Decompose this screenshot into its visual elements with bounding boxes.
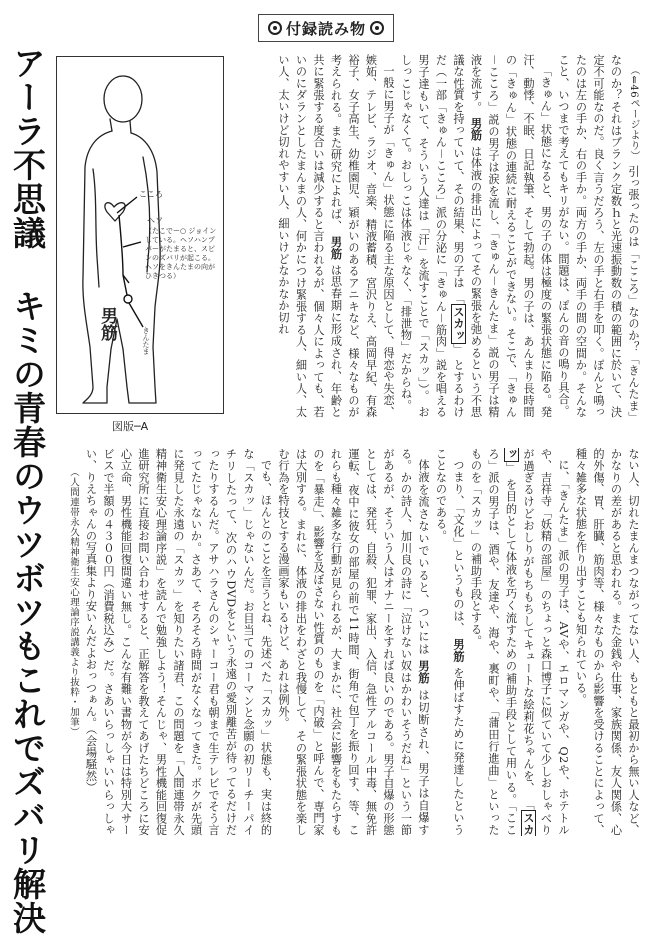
label-kokoro: こころ	[139, 190, 163, 199]
otokosuji-term: 男筋	[469, 117, 483, 142]
body-diagram-figure	[56, 56, 224, 414]
label-otokosuji: 男筋	[97, 307, 117, 341]
paragraph: ない人、切れたまんまつながってない人、もともと最初から無い人など、かなりの差があると思われる。また金銭や仕事、家族関係、友人関係、心的外傷、胃、肝臓、筋肉等、様々なものから影響を受けることによって、種々雑多な状態を作り出すことも知られている。	[574, 448, 640, 836]
label-heso-title: ヘソ	[147, 216, 163, 225]
sukatto-term: スカッ	[504, 448, 535, 836]
paragraph: 体液を流さないでいると、ついには	[417, 459, 430, 656]
paragraph: は思春期に形成され、年齢と共に緊張する度合いは減少すると言われるが、個々人によっても、若いのにダランとしたまんまの人、何かにつけ緊張する人、細い人、太い人、太いけど切れやすい人、細いけどなかなか切れ	[277, 54, 343, 418]
article-column-bottom: ない人、切れたまんまつながってない人、もともと最初から無い人など、かなりの差があると思われる。また金銭や仕事、家族関係、友人関係、心的外傷、胃、肝臓、筋肉等、様々なものから影響を受けることによって、種々雑多な状態を作り出すことも知られている。 に、「きんたま」派の男子は、AVや、エロマンガや、Q2や、ホテトルや、吉祥寺「妖精の部屋」のちょっと森口博子に似ていて少しおしゃべりが過ぎるけどおしりがもちもちしてキュートな絵莉花ちゃんを、 「スカッ」 を目的として体液を巧く流すための補助手段として用いる。「こころ」派の男子は、酒や、友達や、海や、裏町や、「蒲田行進曲」といったものを「スカッ」の補助手段とする。 つまり、「文化」というものは、 男筋 を伸ばすために発達したということなのである。 体液を流さないでいると、ついには 男筋 は切断され、男子は自爆する。かの詩人、加川良の詩に「泣けない奴はかわいそうだね」という一節があるが、そういう人はオナニーをすれば良いのである。男子自爆の形態としては、発狂、自殺、犯罪、家出、入信、急性アルコール中毒、無免許運転、夜中に彼女の部屋の前で11時間、街角で包丁を振り回す、等、これらも種々雑多な行動が見られるが、大まかに、社会に影響をもたらすものを「暴走」、影響を及ぼさない性質のものを「内破」と呼んで、専門家は大別する。まれに、体液の排出をわざと我慢して、その緊張状態を楽しむ行為を特技とする漫画家もいるけど、あれは例外。 でも、ほんとのことを言うとね、先述べた「スカッ」状態も、実は終的な「スカッ」じゃないんだ。お目当てのコーマンと念願の初リーチーパイチリしたって、次のハウDVDをという永遠の愛別離苦が待ってるだけだったりするんだ。アサハラさんのシャーコー君も朝まで生テレビでそう言ってたじゃないか。さあて、そろそろ時間がなくなってきた。ボクが先頭に発見した永遠の「スカッ」を知りたい諸君、この問題を「人間連帯永久精神衛生安心理論序説」を読んで勉強しよう！そんじゃ、男性機能回復促進研究所に直接お問い合わせすると、正解答を教えてあげたちどころに安心立命、男性機能回復間違い無し。こんな有難い書物が今日は特別大サービスで半額の４３００円（消費税込み）だ。さあいらっしゃいいらっしゃい、りえちゃんの写真集より安いんだよおっつぁん。（会場騒然） （人間連帯永久精神衛生安心理論序説講義より抜粋・加筆）	[68, 448, 640, 836]
header-title: 付録読み物	[285, 19, 366, 38]
page-header	[258, 14, 394, 42]
label-kintama: きんたま	[142, 327, 150, 355]
paragraph: とするわけだ（一部「きゅん－こころ」派の分泌に「きゅん－筋肉」説を唱える男子達もいて、そういう人達は「汗」を流すことで「スカッ」）。	[417, 54, 465, 418]
paragraph: おしっこじゃなくて。おしっこは体液じゃなく、「排泄物」だからね。	[399, 54, 430, 418]
paragraph: 「きゅん」状態になると、男の子の体は極度の緊張状態に陥る。発汗、動悸、不眠、日記執筆、そして勃起。男の子は、あんまり長時間の「きゅん」状態の連続に耐えることができない。そこで、「きゅん－こころ」説の男子は涙を流し、「きゅん－きんたま」説の男子は精液を流す。	[469, 54, 553, 418]
circle-dot-icon	[370, 21, 384, 35]
side-title-part2: キミの青春のウツボツもこれでズバリ解決	[8, 289, 47, 935]
source-credit: （人間連帯永久精神衛生安心理論序説講義より抜粋・加筆）	[68, 467, 79, 737]
paragraph: つまり、「文化」というものは、	[452, 459, 465, 635]
side-title-part1: アーラ不思議	[8, 46, 47, 250]
paragraph: でも、ほんとのことを言うとね、先述べた「スカッ」状態も、実は終的な「スカッ」じゃないんだ。お目当てのコーマンと念願の初リーチーパイチリしたって、次のハウDVDをという永遠の愛別離苦が待ってるだけだったりするんだ。アサハラさんのシャーコー君も朝まで生テレビでそう言ってたじゃないか。さあて、そろそろ時間がなくなってきた。ボクが先頭に発見した永遠の「スカッ」を知りたい諸君、この問題を「人間連帯永久精神衛生安心理論序説」を読んで勉強しよう！そんじゃ、男性機能回復促進研究所に直接お問い合わせすると、正解答を教えてあげたちどころに安心立命、男性機能回復間違い無し。こんな有難い書物が今日は特別大サービスで半額の４３００円（消費税込み）だ。さあいらっしゃいいらっしゃい、りえちゃんの写真集より安いんだよおっつぁん。（会場騒然）	[84, 448, 273, 836]
paragraph: に、「きんたま」派の男子は、AVや、エロマンガや、Q2や、ホテトルや、吉祥寺「妖精の部屋」のちょっと森口博子に似ていて少しおしゃべりが過ぎるけどおしりがもちもちしてキュートな絵莉花ちゃんを、	[522, 448, 570, 836]
paragraph: は体液の排出によってその緊張を弛めるという不思議な性質を持っていて、その結果、男の子は	[452, 54, 483, 418]
sukatto-term: スカッ	[452, 306, 465, 342]
paragraph: を伸ばすために発達したということなのである。	[434, 448, 465, 836]
paragraph: は切断され、男子は自爆する。かの詩人、加川良の詩に「泣けない奴はかわいそうだね」という一節があるが、そういう人はオナニーをすれば良いのである。男子自爆の形態としては、発狂、自殺、犯罪、家出、入信、急性アルコール中毒、無免許運転、夜中に彼女の部屋の前で11時間、街角で包丁を振り回す、等、これらも種々雑多な行動が見られるが、大まかに、社会に影響をもたらすものを「暴走」、影響を及ぼさない性質のものを「内破」と呼んで、専門家は大別する。まれに、体液の排出をわざと我慢して、その緊張状態を楽しむ行為を特技とする漫画家もいるけど、あれは例外。	[277, 448, 430, 836]
figure-caption: 図版─A	[112, 420, 149, 433]
paragraph: を目的として体液を巧く流すための補助手段として用いる。「こころ」派の男子は、酒や、友達や、海や、裏町や、「蒲田行進曲」といったものを「スカッ」の補助手段とする。	[469, 448, 518, 836]
circle-dot-icon	[268, 21, 282, 35]
otokosuji-term: 男筋	[329, 236, 343, 260]
article-column-top: （⇐46ページより） 引っ張ったのは「こころ」なのか？「きんたま」なのか？それはブランク定数ｈと光速振動数の積の範囲に於いて、決定不可能なのだ。良く言うだろう、左の手と右手を叩く。ぽんと鳴ったのは左の手か、右の手か。両方の手か、両手の間の空間か。そんなこと、いつまで考えてもキリがない。間題は、ぽんの音の鳴り具合。 「きゅん」状態になると、男の子の体は極度の緊張状態に陥る。発汗、動悸、不眠、日記執筆、そして勃起。男の子は、あんまり長時間の「きゅん」状態の連続に耐えることができない。そこで、「きゅん－こころ」説の男子は涙を流し、「きゅん－きんたま」説の男子は精液を流す。 男筋 は体液の排出によってその緊張を弛めるという不思議な性質を持っていて、その結果、男の子は 「スカッ」 とするわけだ（一部「きゅん－こころ」派の分泌に「きゅん－筋肉」説を唱える男子達もいて、そういう人達は「汗」を流すことで「スカッ」）。 おしっこじゃなくて。おしっこは体液じゃなく、「排泄物」だからね。 一般に男子が「きゅん」状態に陥る主な原因として、得恋や失恋、嫉妬、テレビ、ラジオ、音楽、精液蓄積、宮沢りえ、高岡早紀、有森裕子、女子高生、幼椎園児、穎がいのあるアニキなど、様々なものが考えられる。また研究によれば、 男筋 は思春期に形成され、年齢と共に緊張する度合いは減少すると言われるが、個々人によっても、若いのにダランとしたまんまの人、何かにつけ緊張する人、細い人、太い人、太いけど切れやすい人、細いけどなかなか切れ	[277, 54, 640, 418]
page-reference: （⇐46ページより）	[628, 65, 639, 162]
paragraph: 一般に男子が「きゅん」状態に陥る主な原因として、得恋や失恋、嫉妬、テレビ、ラジオ、音楽、精液蓄積、宮沢りえ、高岡早紀、有森裕子、女子高生、幼椎園児、穎がいのあるアニキなど、様々なものが考えられる。また研究によれば、	[329, 54, 395, 418]
label-heso-note: （たこでー○ ジョインしている。ヘソハンプバーがたまると、スピンのズバリが起こる。ヘソをきんたまの向が ひきつる）	[145, 227, 217, 280]
otokosuji-term: 男筋	[417, 660, 430, 685]
otokosuji-term: 男筋	[452, 638, 465, 664]
paragraph: 引っ張ったのは「こころ」なのか？「きんたま」なのか？それはブランク定数ｈと光速振動数の積の範囲に於いて、決定不可能なのだ。良く言うだろう、左の手と右手を叩く。ぽんと鳴ったのは左の手か、右の手か。両方の手か、両手の間の空間か。そんなこと、いつまで考えてもキリがない。間題は、ぽんの音の鳴り具合。	[557, 54, 640, 418]
